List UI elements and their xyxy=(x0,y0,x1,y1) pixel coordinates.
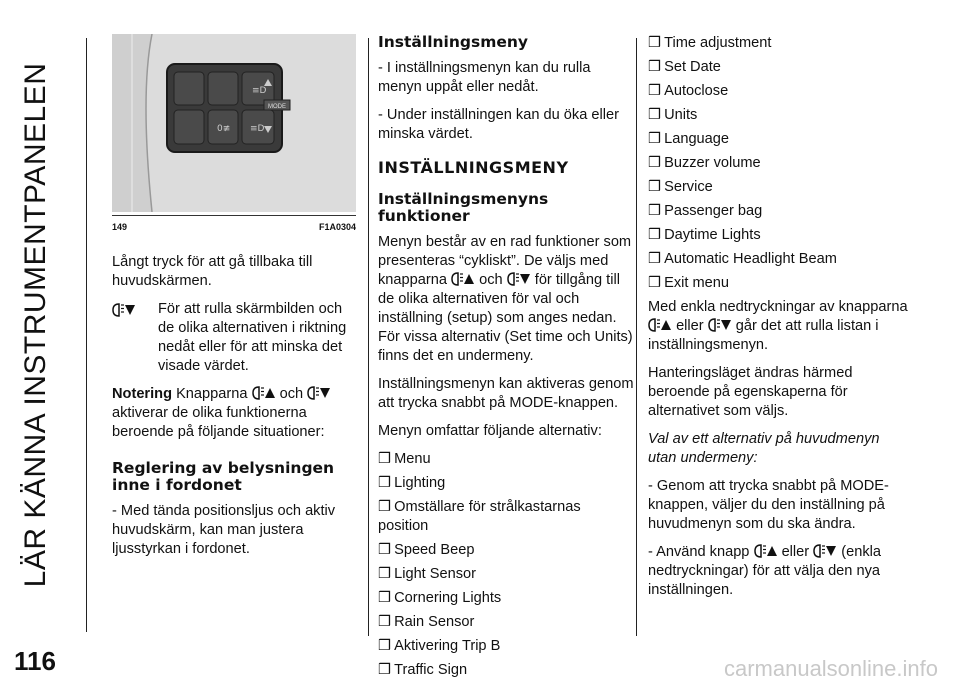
scroll-down-explanation xyxy=(112,300,358,376)
menu-option-item xyxy=(648,130,910,149)
paragraph-mode-change: Hanteringsläget ändras härmed beroende på egenskaperna för alternativet som väljs. xyxy=(648,365,853,419)
menu-option-item xyxy=(648,274,910,293)
scroll-list-text-a: Med enkla nedtryckningar av knapparna xyxy=(648,299,908,315)
svg-text:0≢: 0≢ xyxy=(217,124,231,134)
figure-caption xyxy=(112,215,356,237)
svg-text:≡D: ≡D xyxy=(250,124,265,134)
column-2 xyxy=(378,34,634,685)
menu-option-label: Time adjustment xyxy=(664,35,772,51)
paragraph-use-button xyxy=(648,543,910,600)
column-3 xyxy=(648,34,910,609)
menu-option-item xyxy=(378,613,634,632)
menu-option-item xyxy=(648,58,910,77)
page-number: 116 xyxy=(14,646,56,676)
paragraph-menu-description xyxy=(378,233,634,366)
menu-option-label: Speed Beep xyxy=(394,542,475,558)
menu-option-label: Aktivering Trip B xyxy=(394,638,501,654)
checkbox-icon: ❒ xyxy=(648,155,662,171)
menu-option-label: Light Sensor xyxy=(394,566,477,582)
heading-menu-functions: Inställningsmenyns funktioner xyxy=(378,190,549,225)
menu-option-item xyxy=(378,589,634,608)
menu-option-label: Autoclose xyxy=(664,83,729,99)
checkbox-icon: ❒ xyxy=(648,59,662,75)
menu-option-item xyxy=(648,106,910,125)
column-divider-1 xyxy=(368,38,369,636)
paragraph-select-item: Val av ett alternativ på huvudmenyn utan undermeny: xyxy=(648,431,880,466)
checkbox-icon: ❒ xyxy=(648,227,662,243)
menu-option-item xyxy=(648,82,910,101)
paragraph-scroll-list xyxy=(648,298,910,355)
checkbox-icon: ❒ xyxy=(648,83,662,99)
menu-option-item xyxy=(378,661,634,680)
scroll-down-text: För att rulla skärmbilden och de olika alternativen i riktning nedåt eller för att minska det visade värdet. xyxy=(158,301,347,374)
checkbox-icon: ❒ xyxy=(378,614,392,630)
lamp-down-button-icon xyxy=(708,317,732,333)
menu-desc-text-a: Menyn består av en rad funktioner som presenteras “cykliskt”. De väljs med knapparna xyxy=(378,234,632,288)
menu-option-label: Cornering Lights xyxy=(394,590,502,606)
use-button-text-b: eller xyxy=(781,544,810,560)
paragraph-press-mode: - Genom att trycka snabbt på MODE-knappen, väljer du den inställning på huvudmenyn som du ska ändra. xyxy=(648,478,889,532)
checkbox-icon: ❒ xyxy=(378,590,392,606)
paragraph-position-lights: - Med tända positionsljus och aktiv huvudskärm, kan man justera ljusstyrkan i fordonet. xyxy=(112,503,336,557)
menu-desc-text-b: och xyxy=(479,272,503,288)
menu-option-label: Buzzer volume xyxy=(664,155,761,171)
menu-option-item xyxy=(378,541,634,560)
lamp-up-button-icon xyxy=(451,271,475,287)
checkbox-icon: ❒ xyxy=(378,451,392,467)
menu-option-item xyxy=(378,565,634,584)
figure-code: F1A0304 xyxy=(318,222,356,232)
lamp-down-button-icon xyxy=(813,543,837,559)
menu-option-label: Units xyxy=(664,107,698,123)
use-button-text-c: (enkla nedtryckningar) för att välja den nya inställningen. xyxy=(648,544,882,598)
paragraph-scroll-menu: - I inställningsmenyn kan du rulla menyn uppåt eller nedåt. xyxy=(378,60,591,95)
heading-lighting-regulation: Reglering av belysningen inne i fordonet xyxy=(112,459,335,494)
menu-option-label: Exit menu xyxy=(664,275,729,291)
checkbox-icon: ❒ xyxy=(378,662,392,678)
menu-option-label: Omställare för strålkastarnas position xyxy=(378,499,581,534)
figure-149 xyxy=(112,34,356,212)
note-text-b: och xyxy=(279,386,304,402)
svg-text:≡D: ≡D xyxy=(252,86,267,96)
menu-option-item xyxy=(378,474,634,493)
checkbox-icon: ❒ xyxy=(378,499,392,515)
menu-option-list-continued xyxy=(648,34,910,293)
use-button-text-a: - Använd knapp xyxy=(648,544,750,560)
heading-settings-menu: Inställningsmeny xyxy=(378,33,529,51)
checkbox-icon: ❒ xyxy=(378,475,392,491)
paragraph-menu-options: Menyn omfattar följande alternativ: xyxy=(378,423,602,439)
margin-divider xyxy=(86,38,87,632)
lamp-down-button-icon xyxy=(507,271,531,287)
switch-panel-illustration xyxy=(112,34,356,212)
checkbox-icon: ❒ xyxy=(648,251,662,267)
checkbox-icon: ❒ xyxy=(648,35,662,51)
menu-option-item xyxy=(648,202,910,221)
scroll-list-text-c: går det att rulla listan i inställningsmenyn. xyxy=(648,318,879,353)
menu-option-item xyxy=(648,178,910,197)
mode-button-label: MODE xyxy=(268,104,286,110)
menu-desc-text-c: för tillgång till de olika alternativen för val och inställning (setup) som anges nedan. För vissa alternativ (Set time och Units) finns det en undermeny. xyxy=(378,272,633,364)
menu-option-item xyxy=(648,250,910,269)
paragraph-long-press: Långt tryck för att gå tillbaka till huvudskärmen. xyxy=(112,254,313,289)
checkbox-icon: ❒ xyxy=(378,638,392,654)
menu-option-item xyxy=(378,498,634,536)
menu-option-label: Service xyxy=(664,179,713,195)
menu-option-item xyxy=(378,450,634,469)
lamp-up-button-icon xyxy=(648,317,672,333)
paragraph-adjust-value: - Under inställningen kan du öka eller minska värdet. xyxy=(378,107,619,142)
checkbox-icon: ❒ xyxy=(378,566,392,582)
menu-option-label: Automatic Headlight Beam xyxy=(664,251,837,267)
chapter-side-title xyxy=(6,30,66,620)
checkbox-icon: ❒ xyxy=(648,275,662,291)
note-text-c: aktiverar de olika funktionerna beroende på följande situationer: xyxy=(112,405,325,440)
menu-option-label: Menu xyxy=(394,451,431,467)
lamp-up-button-icon xyxy=(252,385,276,401)
menu-option-item xyxy=(648,226,910,245)
lamp-down-button-icon xyxy=(112,302,136,318)
checkbox-icon: ❒ xyxy=(648,107,662,123)
note-label: Notering xyxy=(112,386,172,402)
figure-number: 149 xyxy=(112,222,128,232)
checkbox-icon: ❒ xyxy=(378,542,392,558)
menu-option-item xyxy=(648,34,910,53)
menu-option-item xyxy=(648,154,910,173)
menu-option-list xyxy=(378,450,634,680)
menu-option-label: Traffic Sign xyxy=(394,662,468,678)
menu-option-label: Passenger bag xyxy=(664,203,763,219)
menu-option-item xyxy=(378,637,634,656)
checkbox-icon: ❒ xyxy=(648,131,662,147)
heading-settings-menu-caps: INSTÄLLNINGSMENY xyxy=(378,158,569,177)
menu-option-label: Set Date xyxy=(664,59,721,75)
note-text-a: Knapparna xyxy=(176,386,248,402)
checkbox-icon: ❒ xyxy=(648,179,662,195)
scroll-list-text-b: eller xyxy=(676,318,704,334)
menu-option-label: Daytime Lights xyxy=(664,227,761,243)
checkbox-icon: ❒ xyxy=(648,203,662,219)
menu-option-label: Language xyxy=(664,131,730,147)
column-1 xyxy=(112,34,358,568)
lamp-up-button-icon xyxy=(754,543,778,559)
paragraph-activate-menu: Inställningsmenyn kan aktiveras genom att trycka snabbt på MODE-knappen. xyxy=(378,376,634,411)
menu-option-label: Lighting xyxy=(394,475,446,491)
watermark: carmanualsonline.info xyxy=(723,656,938,681)
chapter-title-text: LÄR KÄNNA INSTRUMENTPANELEN xyxy=(19,62,52,588)
menu-option-label: Rain Sensor xyxy=(394,614,475,630)
lamp-down-button-icon xyxy=(307,385,331,401)
column-divider-2 xyxy=(636,38,637,636)
note-paragraph xyxy=(112,385,358,442)
